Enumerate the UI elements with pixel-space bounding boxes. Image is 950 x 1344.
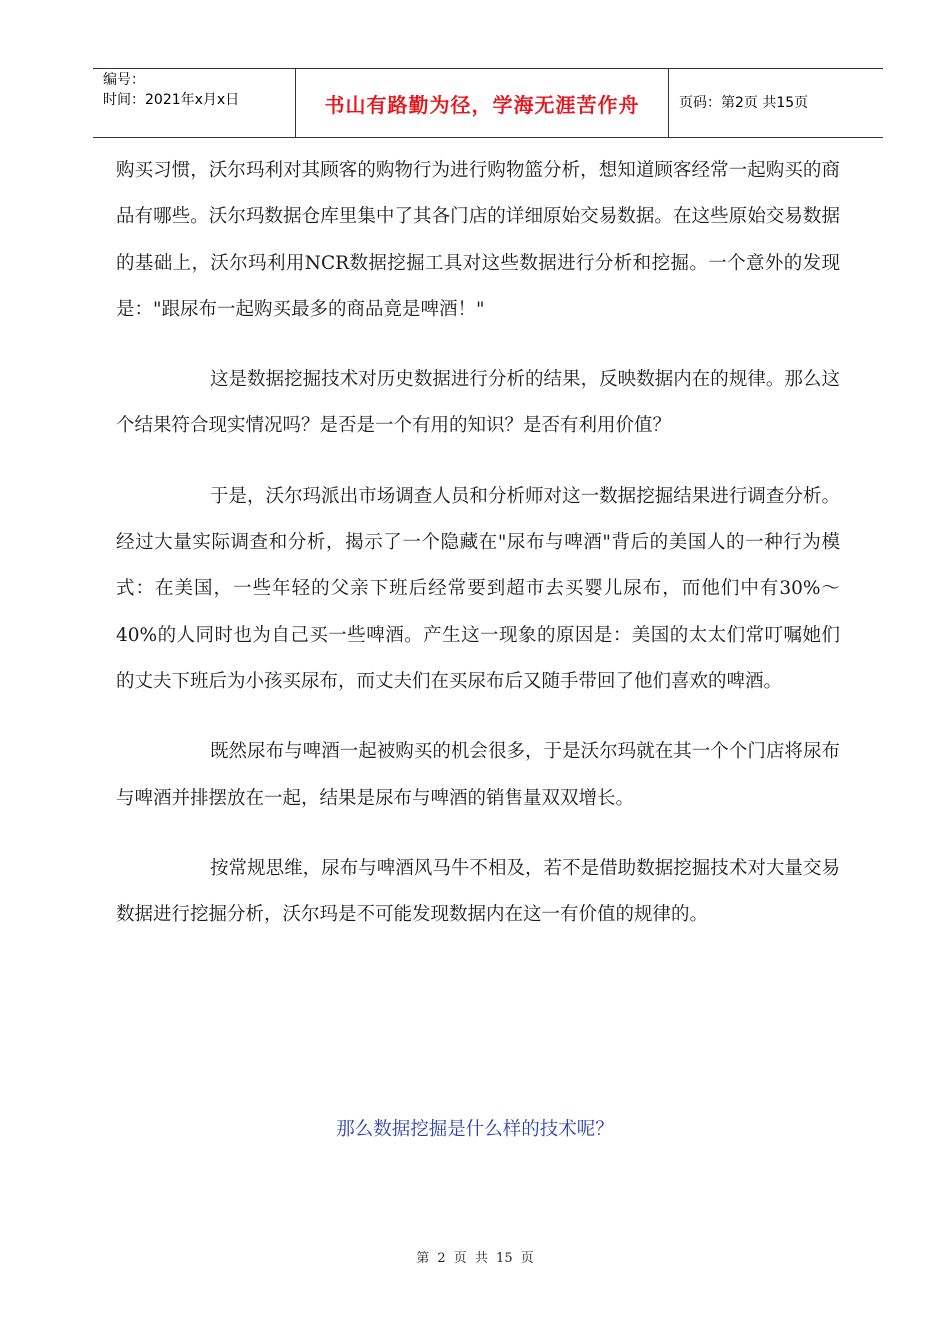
paragraph: 按常规思维，尿布与啤酒风马牛不相及，若不是借助数据挖掘技术对大量交易数据进行挖掘分析，沃尔玛是不可能发现数据内在这一有价值的规律的。 bbox=[116, 857, 840, 926]
header-motto-cell bbox=[295, 69, 669, 137]
paragraph: 这是数据挖掘技术对历史数据进行分析的结果，反映数据内在的规律。那么这个结果符合现实情况吗？是否是一个有用的知识？是否有利用价值？ bbox=[116, 369, 840, 437]
motto-text: 书山有路勤为径，学海无涯苦作舟 bbox=[324, 92, 640, 117]
paragraph: 于是，沃尔玛派出市场调查人员和分析师对这一数据挖掘结果进行调查分析。经过大量实际调查和分析，揭示了一个隐藏在"尿布与啤酒"背后的美国人的一种行为模式：在美国，一些年轻的父亲下班后经常要到超市去买婴儿尿布，而他们中有30%～40%的人同时也为自己买一些啤酒。产生这一现象的原因是：美国的太太们常叮嘱她们的丈夫下班后为小孩买尿布，而丈夫们在买尿布后又随手带回了他们喜欢的啤酒。 bbox=[116, 485, 840, 692]
section-question: 那么数据挖掘是什么样的技术呢？ bbox=[336, 1119, 614, 1140]
page-header bbox=[93, 68, 883, 138]
document-body bbox=[116, 148, 840, 962]
doc-number-label: 编号： bbox=[103, 72, 145, 88]
header-right-cell bbox=[669, 69, 883, 137]
page-footer: 第 2 页 共 15 页 bbox=[416, 1251, 534, 1266]
header-left-cell bbox=[93, 69, 295, 137]
paragraph-continued: 购买习惯，沃尔玛利对其顾客的购物行为进行购物篮分析，想知道顾客经常一起购买的商品有哪些。沃尔玛数据仓库里集中了其各门店的详细原始交易数据。在这些原始交易数据的基础上，沃尔玛利用NCR数据挖掘工具对这些数据进行分析和挖掘。一个意外的发现是："跟尿布一起购买最多的商品竟是啤酒！" bbox=[116, 160, 840, 320]
paragraph: 既然尿布与啤酒一起被购买的机会很多，于是沃尔玛就在其一个个门店将尿布与啤酒并排摆放在一起，结果是尿布与啤酒的销售量双双增长。 bbox=[116, 741, 840, 809]
time-label: 时间：2021年x月x日 bbox=[103, 92, 240, 108]
page-code: 页码：第2页 共15页 bbox=[679, 95, 809, 111]
